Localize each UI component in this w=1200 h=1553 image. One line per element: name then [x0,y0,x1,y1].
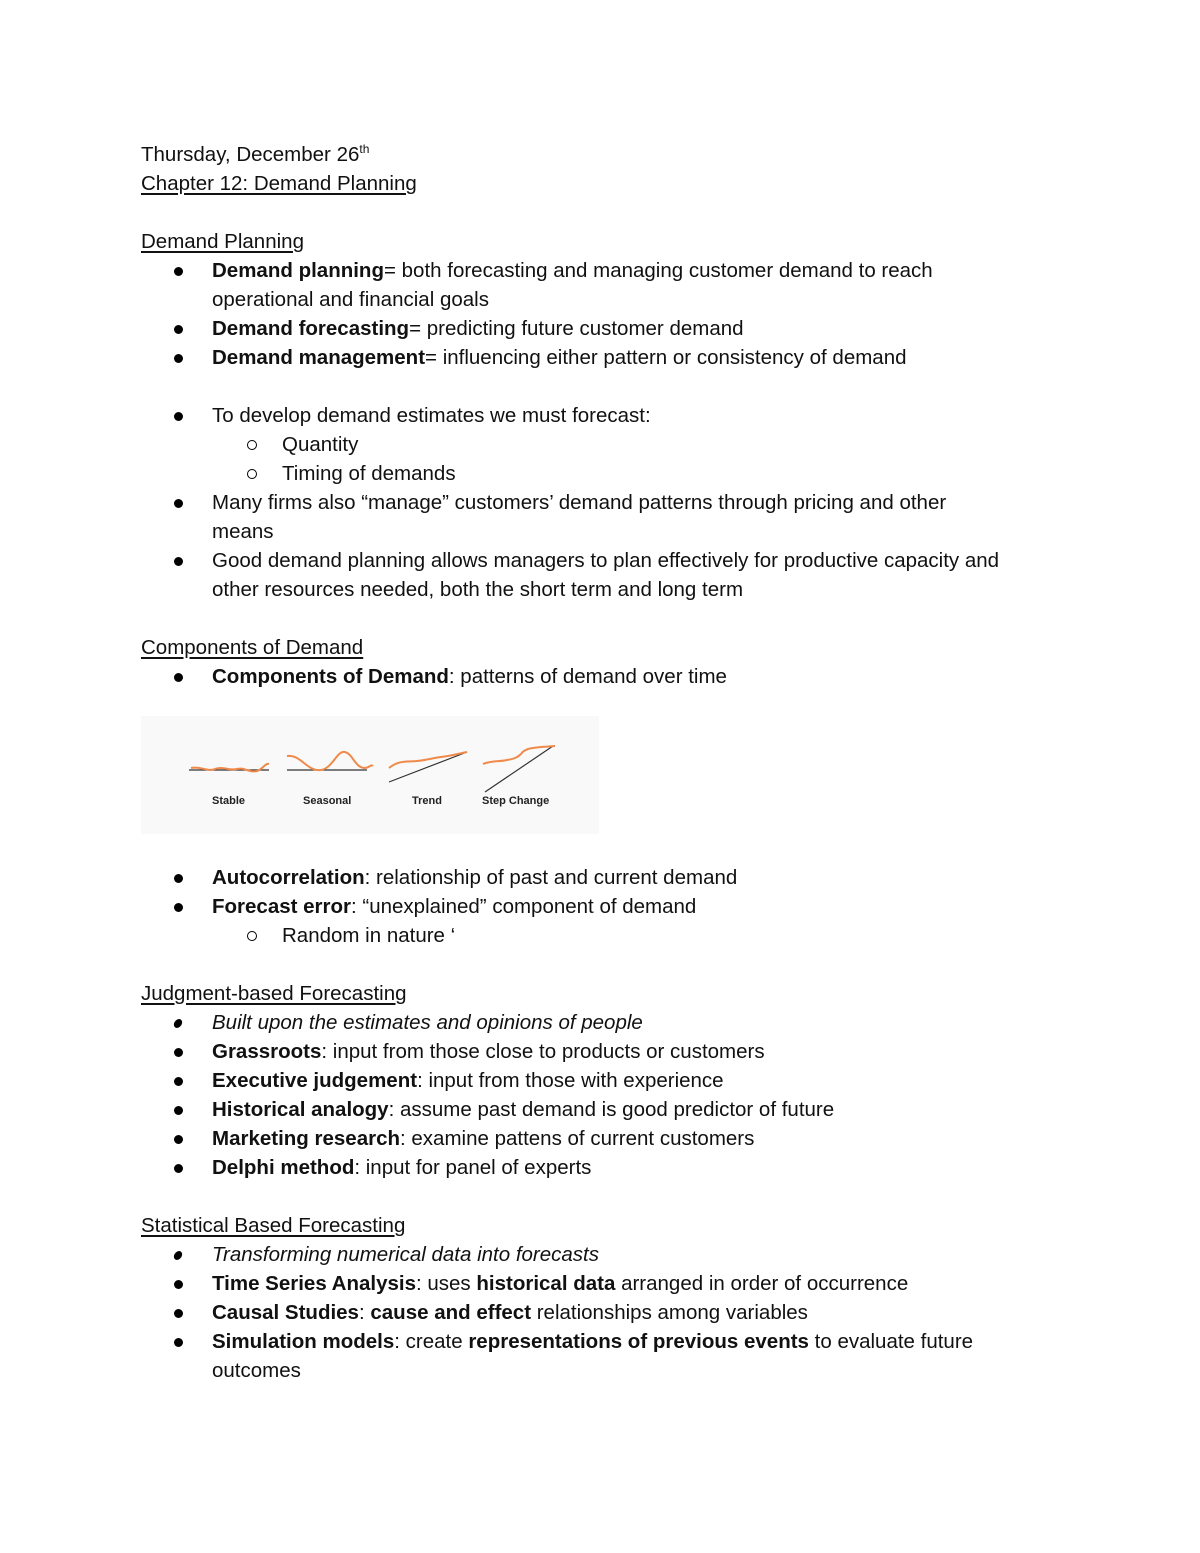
sub-list-item [141,921,1101,950]
list-item [141,256,1101,285]
definition: operational and financial goals [212,288,489,311]
item-text: Random in nature ‘ [282,924,456,947]
term: Autocorrelation [212,866,365,889]
bullet-icon [174,1048,183,1057]
section-title-components: Components of Demand [141,636,364,659]
bullet-icon [174,1135,183,1144]
sub-list-item [141,430,1101,459]
bullet-icon [174,1309,183,1318]
item-text: To develop demand estimates we must forecast: [212,404,651,427]
label-stable: Stable [212,795,246,807]
list-item [141,892,1101,921]
sub-list-item [141,459,1101,488]
trend-line [389,752,467,782]
term: Delphi method [212,1156,355,1179]
list-item [141,1240,1101,1269]
step-change-curve [483,746,555,764]
emphasis: historical data [476,1272,616,1295]
section-title-demand-planning: Demand Planning [141,230,304,253]
label-trend: Trend [412,795,442,807]
definition: : create [394,1330,469,1353]
label-step-change: Step Change [482,795,550,807]
item-text: other resources needed, both the short term and long term [212,578,744,601]
definition: relationships among variables [531,1301,808,1324]
bullet-icon [174,557,183,566]
term: Components of Demand [212,665,449,688]
item-text: Quantity [282,433,359,456]
list-item-continuation [141,285,1101,314]
list-item [141,1153,1101,1182]
list-item [141,1327,1101,1356]
circle-bullet-icon [247,440,257,450]
document-page-lower [141,863,1101,1385]
definition: : assume past demand is good predictor of future [388,1098,835,1121]
list-item [141,1008,1101,1037]
definition: : input from those close to products or customers [321,1040,765,1063]
list-item [141,401,1101,430]
bullet-icon [174,1164,183,1173]
list-item [141,488,1101,517]
definition: arranged in order of occurrence [615,1272,909,1295]
demand-components-figure [141,716,599,834]
emphasis: cause and effect [370,1301,532,1324]
definition: : uses [415,1272,477,1295]
list-item [141,1298,1101,1327]
bullet-icon [174,903,183,912]
term: Historical analogy [212,1098,389,1121]
emphasis: representations of previous events [468,1330,809,1353]
section-title-statistical: Statistical Based Forecasting [141,1214,406,1237]
bullet-icon [173,1019,183,1028]
item-text: Good demand planning allows managers to plan effectively for productive capacity and [212,549,1000,572]
components-detail-list [141,863,1101,950]
demand-patterns-svg [141,716,599,834]
list-item [141,546,1101,575]
item-text: Timing of demands [282,462,456,485]
trend-curve [389,752,467,768]
term: Demand planning [212,259,384,282]
term: Forecast error [212,895,352,918]
definition: : patterns of demand over time [448,665,727,688]
demand-planning-list [141,256,1101,372]
bullet-icon [174,412,183,421]
bullet-icon [174,673,183,682]
term: Simulation models [212,1330,395,1353]
list-item [141,1066,1101,1095]
definition: : “unexplained” component of demand [351,895,697,918]
term: Grassroots [212,1040,322,1063]
bullet-icon [174,1077,183,1086]
date-text: Thursday, December 26 [141,143,360,166]
term: Time Series Analysis [212,1272,416,1295]
statistical-list [141,1240,1101,1385]
bullet-icon [174,499,183,508]
definition: : examine pattens of current customers [400,1127,755,1150]
seasonal-curve [287,752,373,770]
date-superscript: th [359,142,370,156]
circle-bullet-icon [247,469,257,479]
list-item [141,1269,1101,1298]
definition: = influencing either pattern or consistency of demand [425,346,907,369]
date-line [141,140,1101,169]
term: Marketing research [212,1127,401,1150]
bullet-icon [174,1338,183,1347]
definition: = both forecasting and managing customer demand to reach [383,259,933,282]
bullet-icon [174,267,183,276]
term: Demand management [212,346,426,369]
item-text: means [212,520,274,543]
circle-bullet-icon [247,931,257,941]
definition: : [358,1301,371,1324]
definition: to evaluate future [808,1330,974,1353]
chapter-title: Chapter 12: Demand Planning [141,172,417,195]
judgment-list [141,1008,1101,1182]
definition: outcomes [212,1359,301,1382]
term: Demand forecasting [212,317,410,340]
list-item [141,314,1101,343]
bullet-icon [174,874,183,883]
document-page [141,140,1101,691]
list-item-continuation [141,517,1101,546]
bullet-icon [173,1251,183,1260]
list-item-continuation [141,575,1101,604]
item-text: Many firms also “manage” customers’ demand patterns through pricing and other [212,491,947,514]
list-item [141,1037,1101,1066]
list-item [141,343,1101,372]
item-text: Transforming numerical data into forecasts [212,1243,600,1266]
label-seasonal: Seasonal [303,795,352,807]
demand-estimates-list [141,401,1101,604]
definition: : input for panel of experts [354,1156,592,1179]
definition: : relationship of past and current demand [364,866,738,889]
bullet-icon [174,1106,183,1115]
list-item [141,1095,1101,1124]
term: Executive judgement [212,1069,418,1092]
list-item [141,1124,1101,1153]
item-text: Built upon the estimates and opinions of people [212,1011,643,1034]
list-item-continuation [141,1356,1101,1385]
bullet-icon [174,354,183,363]
definition: = predicting future customer demand [409,317,744,340]
definition: : input from those with experience [417,1069,724,1092]
term: Causal Studies [212,1301,359,1324]
components-list [141,662,1101,691]
list-item [141,662,1101,691]
bullet-icon [174,1280,183,1289]
step-change-line [485,746,553,792]
section-title-judgment: Judgment-based Forecasting [141,982,407,1005]
bullet-icon [174,325,183,334]
list-item [141,863,1101,892]
